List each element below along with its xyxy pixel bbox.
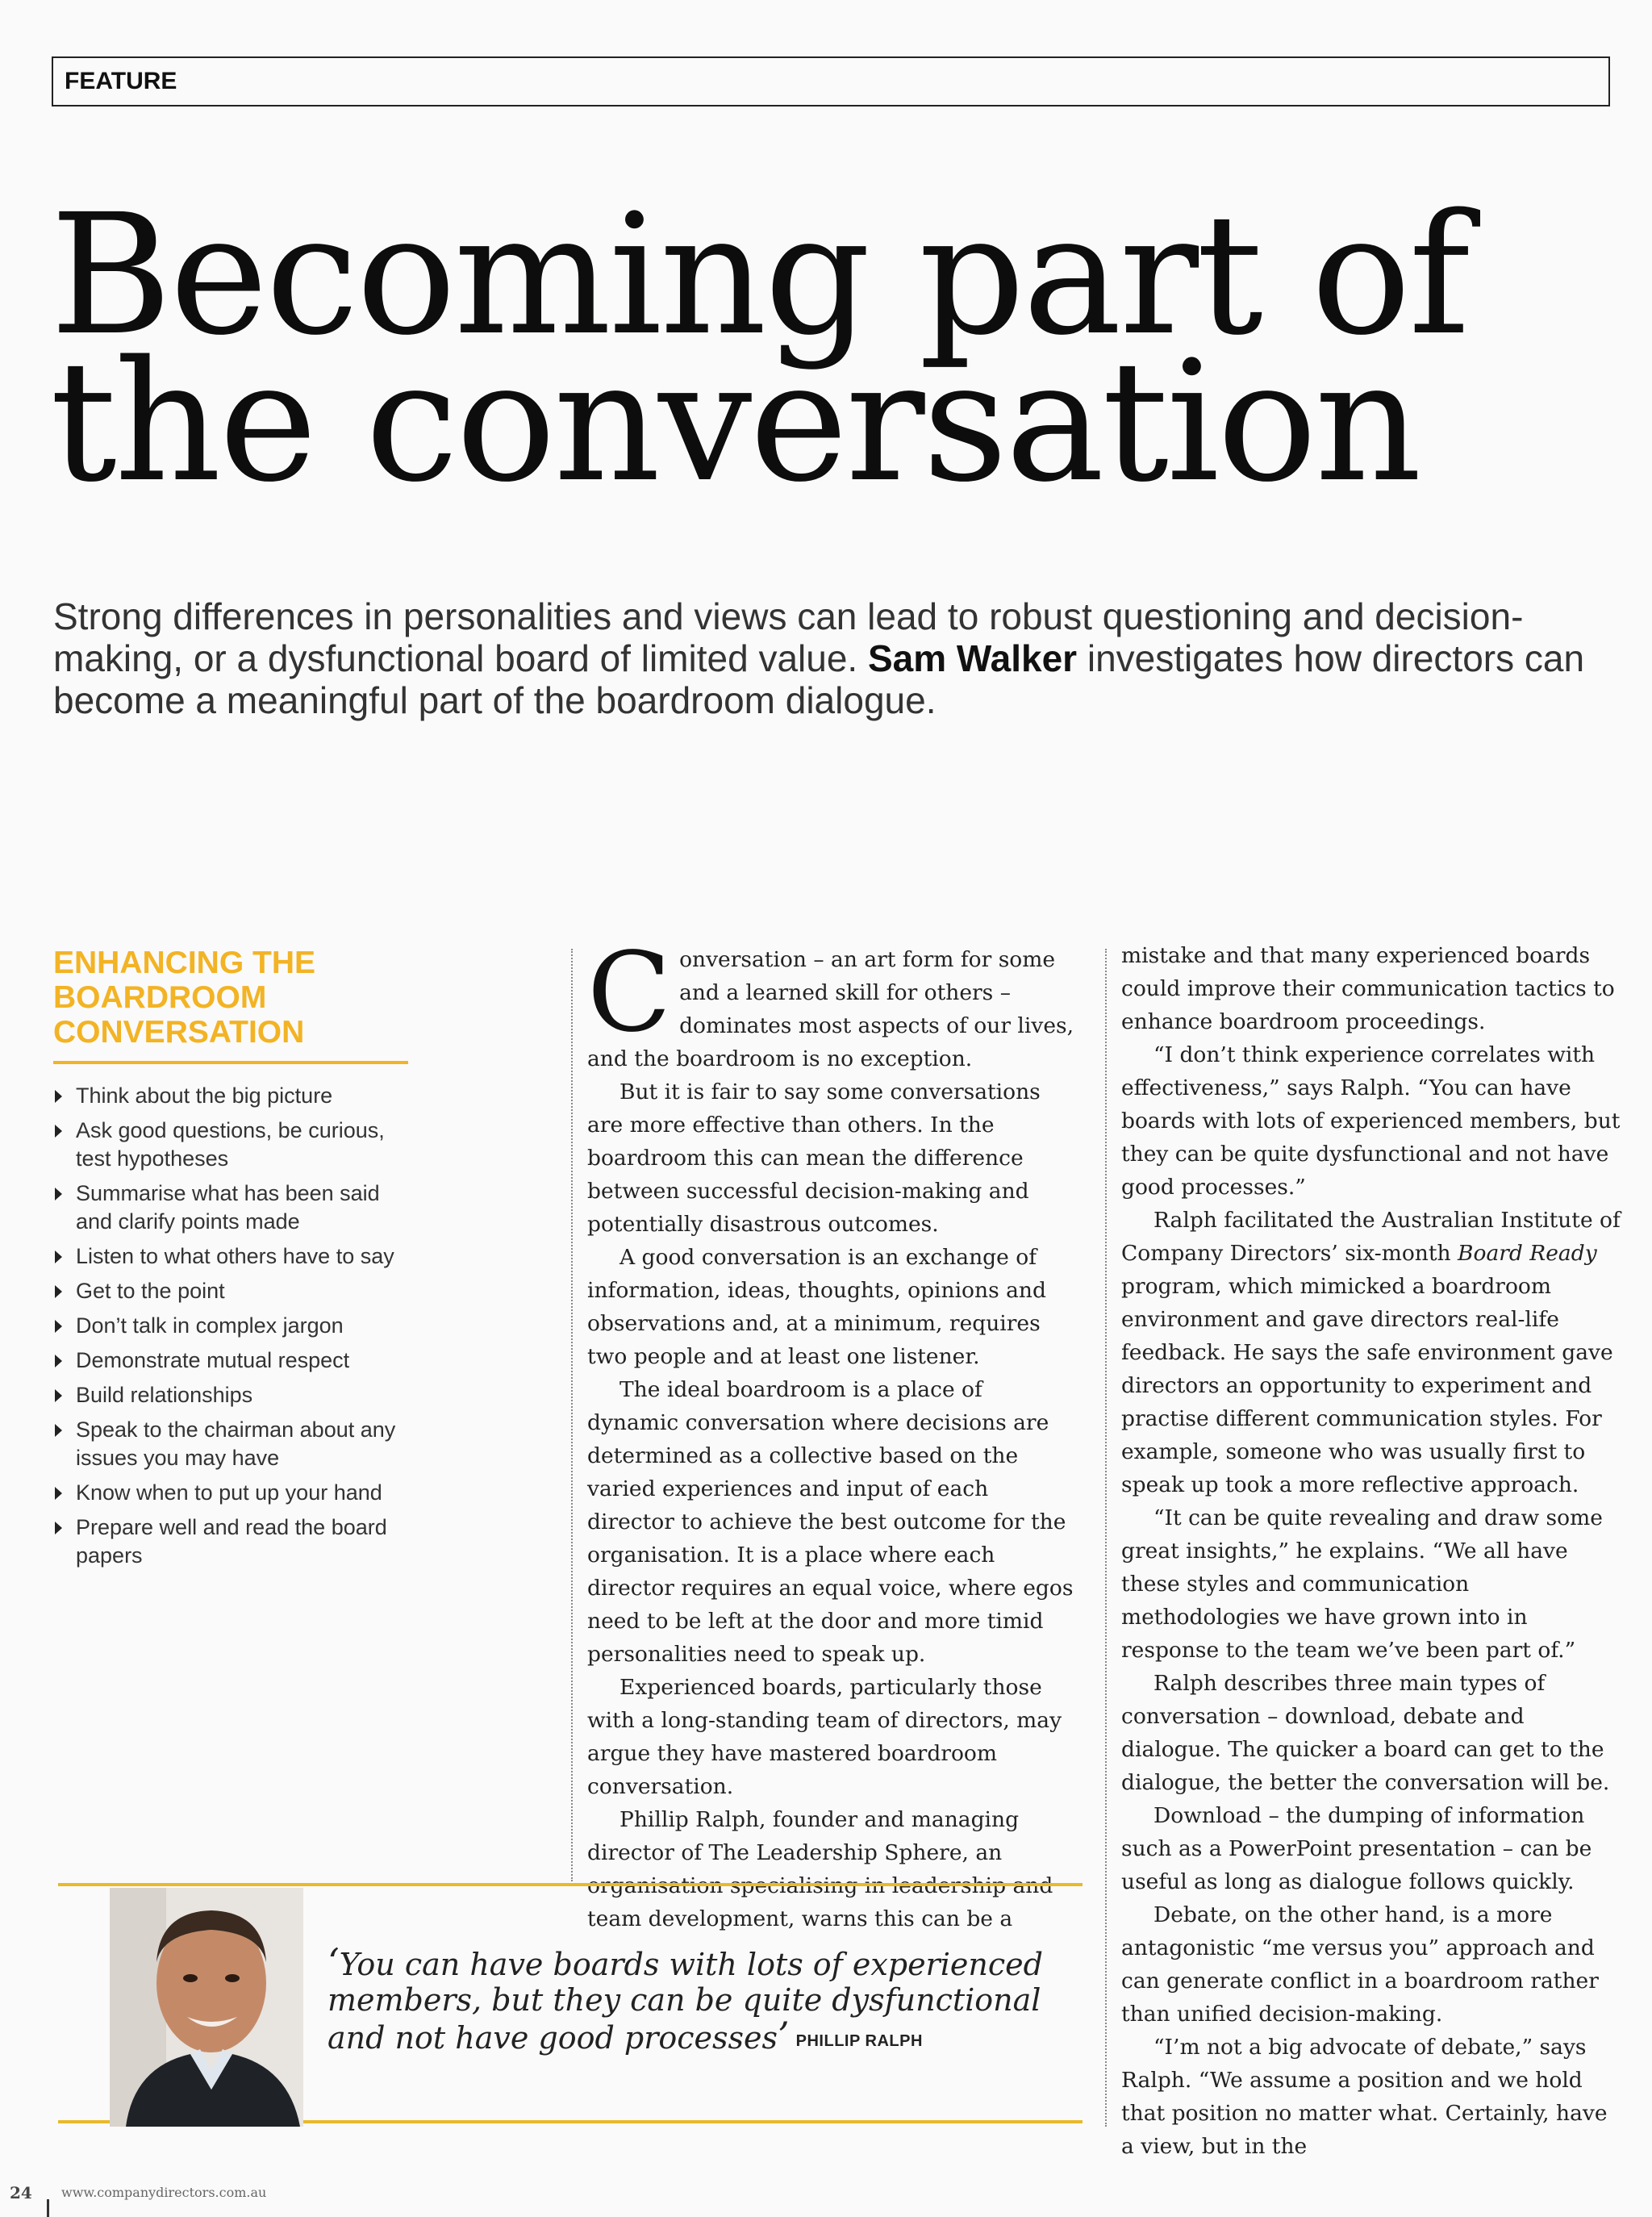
standfirst-text-end: investigates how directors can become a meaningful part of the boardroom dialogue. bbox=[53, 637, 1585, 721]
list-item: Listen to what others have to say bbox=[53, 1242, 408, 1271]
headline-line-1: Becoming part of bbox=[50, 178, 1468, 372]
bullet-icon bbox=[55, 1285, 62, 1298]
pull-quote-rule-top bbox=[58, 1883, 1083, 1886]
pull-quote-text: You can have boards with lots of experienced members, but they can be quite dysfunctional and not have good processes bbox=[327, 1947, 1043, 2056]
list-item: Speak to the chairman about any issues you may have bbox=[53, 1416, 408, 1472]
body-paragraph: But it is fair to say some conversations are more effective than others. In the boardroom this can mean the difference between successful decision-making and potentially disastrous outcomes. bbox=[587, 1079, 1041, 1237]
body-paragraph: “It can be quite revealing and draw some great insights,” he explains. “We all have these styles and communication methodologies we have grown into in response to the team we’ve been part of.” bbox=[1121, 1505, 1603, 1663]
bullet-icon bbox=[55, 1424, 62, 1437]
list-item: Get to the point bbox=[53, 1277, 408, 1305]
list-item: Don’t talk in complex jargon bbox=[53, 1312, 408, 1340]
list-item: Demonstrate mutual respect bbox=[53, 1346, 408, 1375]
list-item: Know when to put up your hand bbox=[53, 1479, 408, 1507]
list-item: Summarise what has been said and clarify points made bbox=[53, 1179, 408, 1236]
body-paragraph: Conversation – an art form for some and a learned skill for others – dominates most aspects of our lives, and the boardroom is no exception. bbox=[587, 929, 1074, 1071]
section-label: FEATURE bbox=[52, 56, 1610, 106]
column-divider bbox=[1105, 949, 1107, 2127]
body-paragraph: A good conversation is an exchange of information, ideas, thoughts, opinions and observations and, at a minimum, requires two people and at least one listener. bbox=[587, 1245, 1046, 1369]
page-number: 24 bbox=[10, 2183, 32, 2202]
body-column-1 bbox=[587, 929, 1078, 1935]
body-paragraph: Ralph describes three main types of conversation – download, debate and dialogue. The quicker a board can get to the dialogue, the better the conversation will be. bbox=[1121, 1671, 1610, 1795]
list-item: Think about the big picture bbox=[53, 1082, 408, 1110]
bullet-icon bbox=[55, 1522, 62, 1534]
drop-cap: C bbox=[587, 929, 672, 1057]
author-name: Sam Walker bbox=[867, 637, 1078, 679]
body-paragraph: “I don’t think experience correlates with effectiveness,” says Ralph. “You can have boards with lots of experienced members, but they can be quite dysfunctional and not have good processes.” bbox=[1121, 1042, 1621, 1200]
body-paragraph: Experienced boards, particularly those with a long-standing team of directors, may argue they have mastered boardroom conversation. bbox=[587, 1675, 1062, 1799]
body-paragraph: The ideal boardroom is a place of dynamic conversation where decisions are determined as a collective based on the varied experiences and input of each director to achieve the best outcome for the organisation. It is a place where each director requires an equal voice, where egos need to be left at the door and more timid personalities need to speak up. bbox=[587, 1377, 1074, 1667]
list-item: Prepare well and read the board papers bbox=[53, 1513, 408, 1570]
pull-quote-attribution: PHILLIP RALPH bbox=[795, 2031, 923, 2050]
headline-line-2: the conversation bbox=[50, 325, 1420, 519]
body-paragraph: Debate, on the other hand, is a more antagonistic “me versus you” approach and can generate conflict in a boardroom rather than unified decision-making. bbox=[1121, 1902, 1599, 2027]
close-quote-mark: ’ bbox=[778, 2014, 790, 2057]
bullet-icon bbox=[55, 1320, 62, 1333]
sidebar-title: ENHANCING THE BOARDROOM CONVERSATION bbox=[53, 946, 316, 1050]
column-divider bbox=[571, 949, 573, 1881]
body-paragraph: mistake and that many experienced boards could improve their communication tactics to enhance boardroom proceedings. bbox=[1121, 943, 1615, 1034]
bullet-icon bbox=[55, 1355, 62, 1367]
standfirst-text: Strong differences in personalities and views can lead to robust questioning and decision-making, or a dysfunctional board of limited value. bbox=[53, 595, 1524, 679]
standfirst bbox=[53, 595, 1626, 721]
tips-sidebar bbox=[53, 946, 408, 1576]
bullet-icon bbox=[55, 1487, 62, 1500]
bullet-icon bbox=[55, 1090, 62, 1103]
bullet-icon bbox=[55, 1125, 62, 1138]
sidebar-rule bbox=[53, 1061, 408, 1064]
list-item: Ask good questions, be curious, test hypotheses bbox=[53, 1117, 408, 1173]
body-paragraph: Ralph facilitated the Australian Institute of Company Directors’ six-month Board Ready program, which mimicked a boardroom environment and gave directors real-life feedback. He says the safe environment gave directors an opportunity to experiment and practise different communication styles. For example, someone who was usually first to speak up took a more reflective approach. bbox=[1121, 1208, 1621, 1497]
page-edge-mark bbox=[47, 2199, 49, 2217]
program-title: Board Ready bbox=[1458, 1241, 1597, 1266]
open-quote-mark: ‘ bbox=[327, 1940, 340, 1984]
bullet-icon bbox=[55, 1188, 62, 1200]
portrait-illustration bbox=[110, 1888, 303, 2127]
pull-quote bbox=[327, 1940, 1053, 2059]
footer-website: www.companydirectors.com.au bbox=[61, 2185, 267, 2200]
body-paragraph: Phillip Ralph, founder and managing director of The Leadership Sphere, an team development, warns this can be a bbox=[587, 1807, 1020, 1931]
portrait-photo bbox=[110, 1888, 303, 2127]
article-headline bbox=[50, 178, 1631, 519]
bullet-icon bbox=[55, 1389, 62, 1402]
list-item: Build relationships bbox=[53, 1381, 408, 1409]
tips-list bbox=[53, 1082, 408, 1570]
body-paragraph: “I’m not a big advocate of debate,” says Ralph. “We assume a position and we hold that position no matter what. Certainly, have a view, but in the bbox=[1121, 2035, 1608, 2159]
body-column-2 bbox=[1121, 939, 1621, 2163]
bullet-icon bbox=[55, 1250, 62, 1263]
body-paragraph: Download – the dumping of information such as a PowerPoint presentation – can be useful as long as dialogue follows quickly. bbox=[1121, 1803, 1592, 1894]
